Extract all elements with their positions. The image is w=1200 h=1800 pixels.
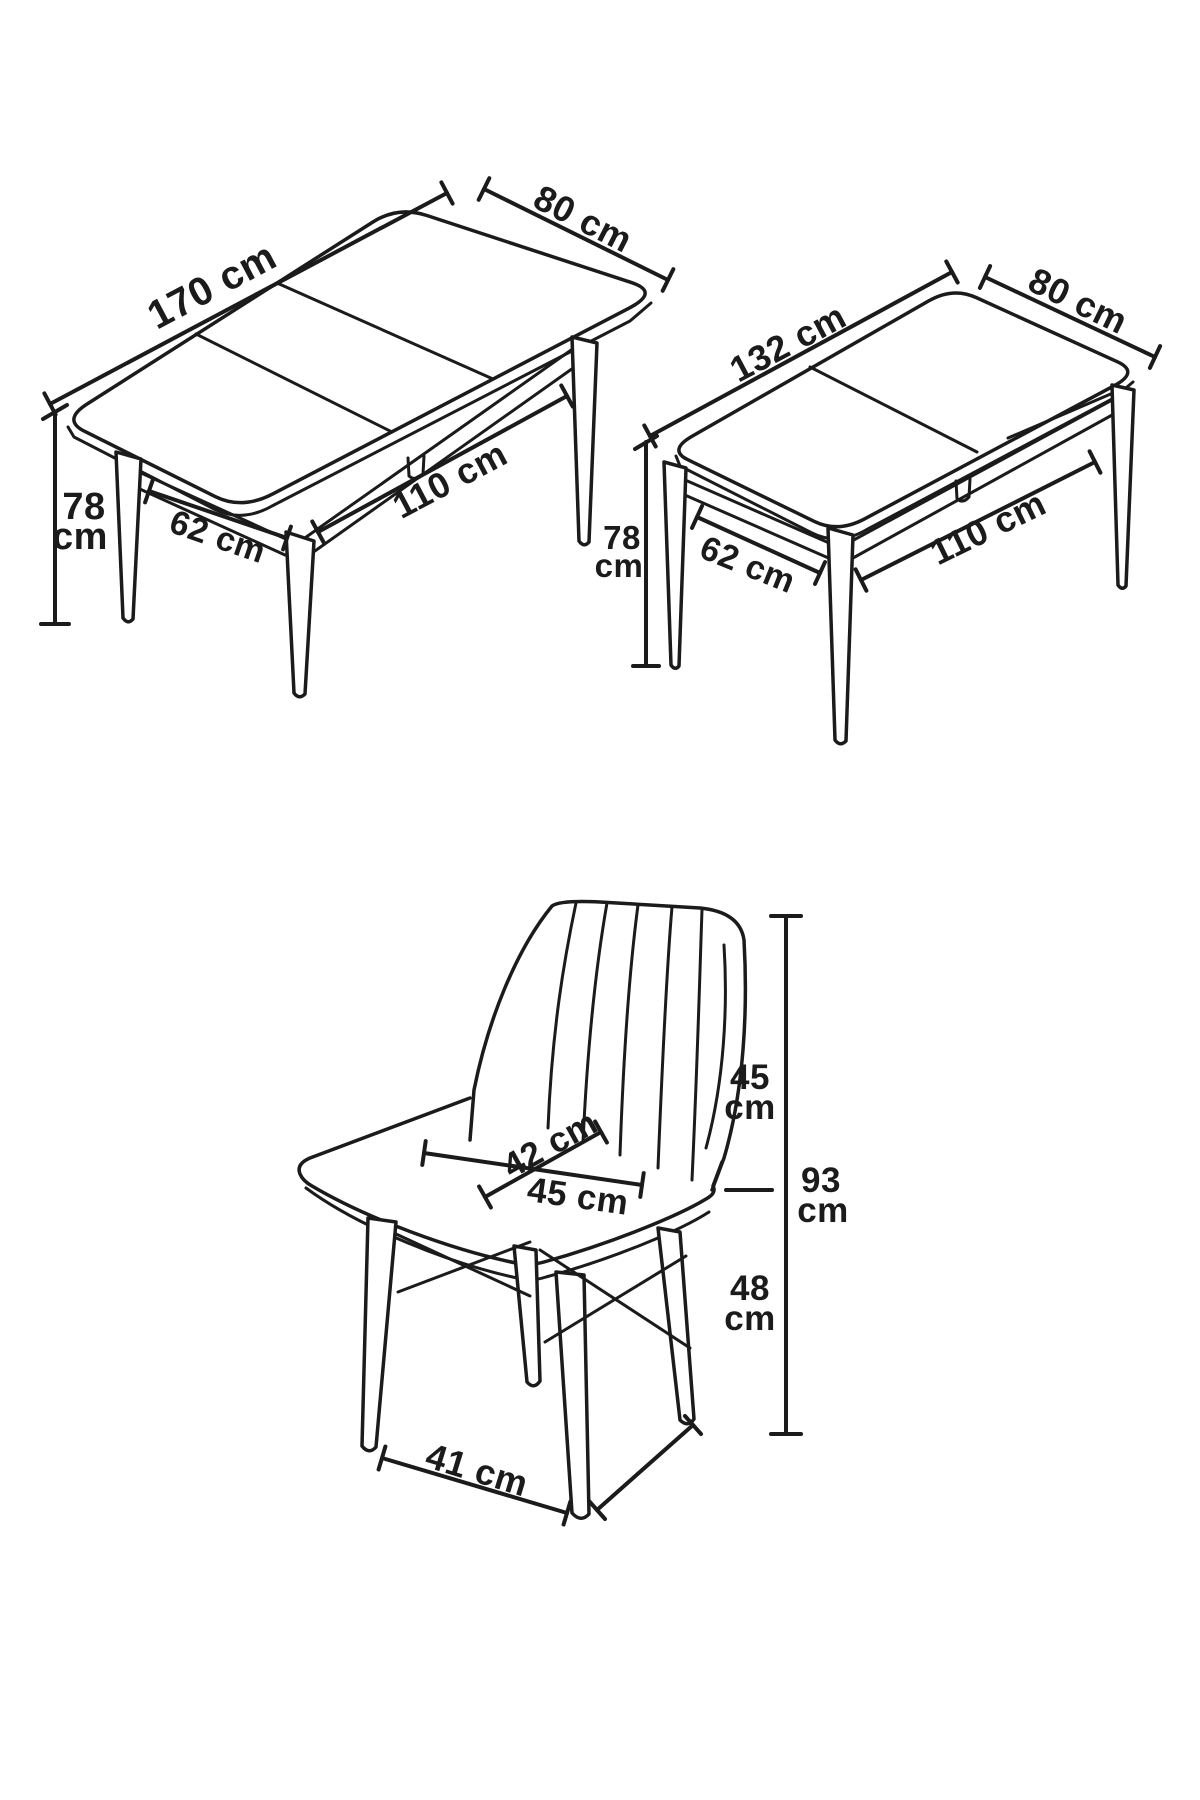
table2-legspan-width-label: 62 cm — [694, 528, 801, 602]
chair-front-left-leg — [362, 1218, 396, 1451]
table1-leaf-seam — [196, 334, 392, 432]
table1-legspan-width-label: 62 cm — [164, 502, 271, 572]
chair-side-depth-line — [589, 1416, 701, 1519]
table1-height-unit: cm — [52, 516, 108, 558]
table-closed-drawing — [595, 259, 1160, 744]
chair-stitch-line — [692, 910, 702, 1180]
table1-leaf-seam — [277, 283, 493, 379]
table2-width-label: 80 cm — [1022, 259, 1135, 342]
chair-front-span-dimension — [379, 1435, 571, 1525]
table2-length-label: 132 cm — [722, 295, 853, 391]
chair-stitch-line — [658, 907, 672, 1168]
table1-width-dimension — [479, 177, 674, 291]
table2-height-dimension — [595, 436, 659, 666]
chair-seat-depth-label: 42 cm — [496, 1102, 605, 1187]
chair-stitch-line — [548, 903, 576, 1128]
table1-top-edge — [68, 303, 651, 515]
chair-stitch-line — [620, 905, 638, 1155]
table2-legspan-length-label: 110 cm — [923, 482, 1053, 573]
chair-back-height-value: 45 — [730, 1058, 770, 1097]
table-extended-drawing — [41, 177, 673, 697]
chair-total-height-value: 93 — [801, 1161, 841, 1200]
table2-leg — [828, 528, 853, 744]
table1-leg — [286, 532, 314, 697]
table2-stowed-leaf — [1008, 390, 1120, 438]
chair-height-dimension — [724, 916, 849, 1434]
table1-apron — [302, 348, 574, 540]
table2-height-unit: cm — [594, 547, 644, 584]
chair-back-left-leg — [514, 1246, 540, 1386]
chair-leg-height-value: 48 — [730, 1269, 770, 1308]
table1-leg — [572, 337, 597, 545]
chair-total-height-unit: cm — [797, 1191, 849, 1230]
table1-legspan-width-dimension — [145, 480, 291, 571]
table1-legspan-length-label: 110 cm — [385, 432, 514, 527]
table2-legspan-width-dimension — [692, 506, 825, 601]
chair-back-right-leg — [658, 1228, 694, 1424]
chair-backrest-inner-edge — [706, 945, 725, 1148]
table2-width-dimension — [980, 259, 1160, 368]
table2-leg — [664, 462, 686, 668]
chair-leg-height-unit: cm — [724, 1299, 776, 1338]
chair-back-height-unit: cm — [724, 1088, 776, 1127]
table2-leaf-seam — [810, 367, 977, 452]
chair-drawing — [299, 902, 849, 1525]
chair-seat-width-label: 45 cm — [524, 1170, 632, 1223]
table2-tabletop — [679, 293, 1128, 527]
table2-height-value: 78 — [603, 519, 641, 556]
chair-front-span-label: 41 cm — [421, 1434, 534, 1505]
table2-leg — [1112, 385, 1134, 588]
table1-height-value: 78 — [62, 486, 106, 528]
table1-leg — [116, 452, 141, 622]
table1-length-label: 170 cm — [140, 234, 284, 338]
table1-length-dimension — [44, 182, 452, 414]
chair-front-right-leg — [556, 1272, 589, 1518]
table1-width-label: 80 cm — [527, 176, 640, 261]
